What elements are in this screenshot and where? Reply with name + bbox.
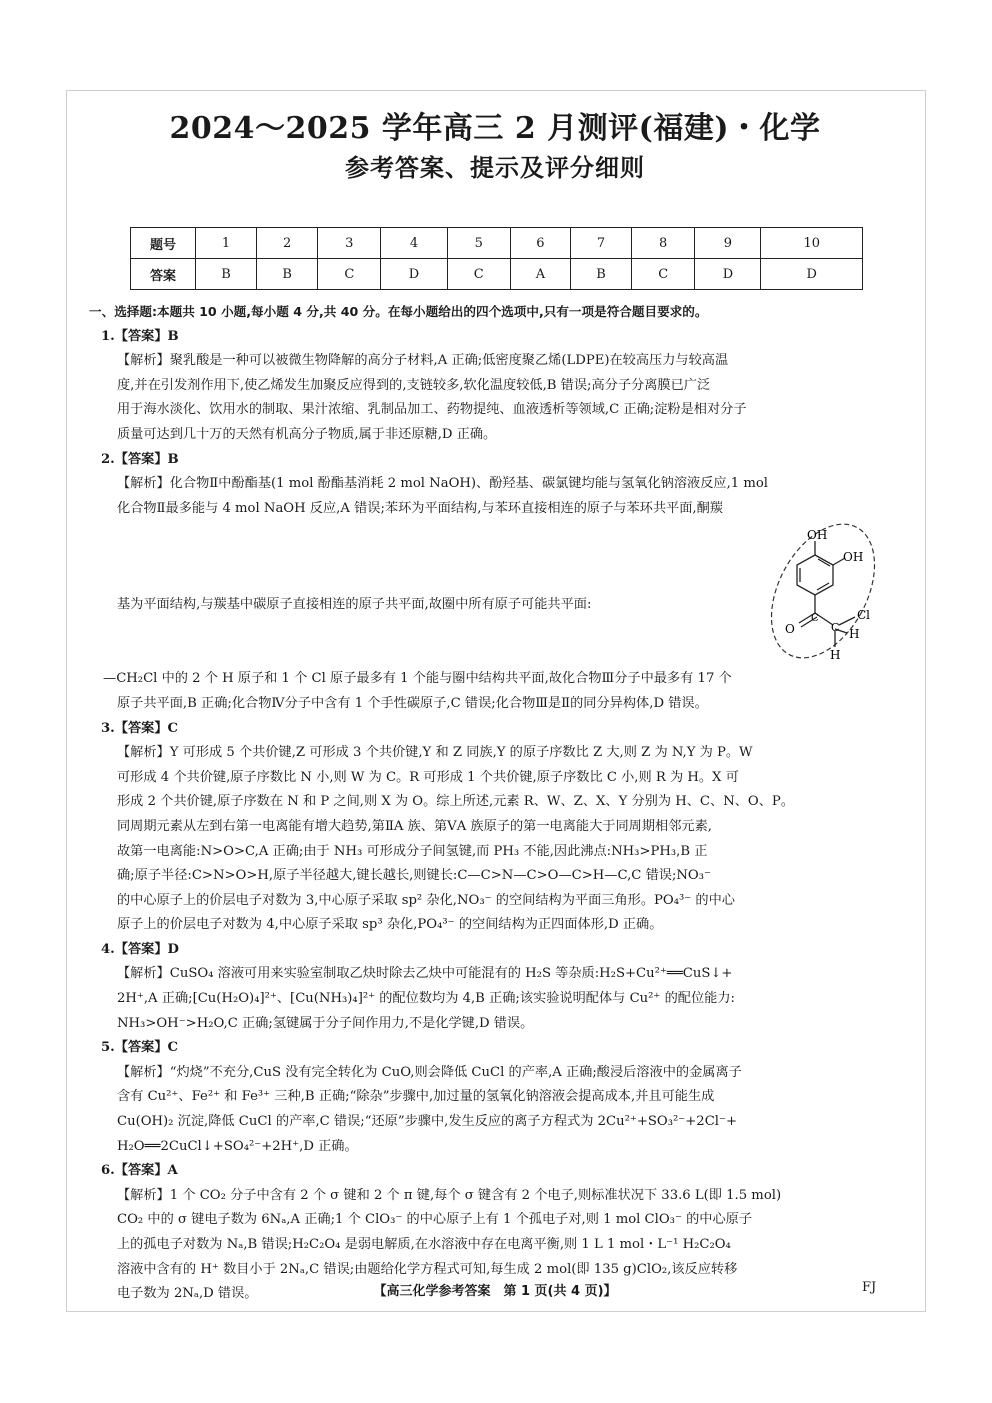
page-subtitle: 参考答案、提示及评分细则 <box>345 153 645 182</box>
q2-answer: 2.【答案】B <box>101 451 179 467</box>
q2-line: 化合物Ⅱ最多能与 4 mol NaOH 反应,A 错误;苯环为平面结构,与苯环直接相连的原子与苯环共平面,酮羰 <box>117 500 723 516</box>
q6-line: 溶液中含有的 H⁺ 数目小于 2Nₐ,C 错误;由题给化学方程式可知,每生成 2 mol(即 135 g)ClO₂,该反应转移 <box>117 1261 738 1277</box>
page-title: 2024～2025 学年高三 2 月测评(福建)・化学 <box>169 111 821 146</box>
q2-structure-row <box>103 521 893 667</box>
oh-label-top: OH <box>807 528 828 543</box>
answer-table-number-row <box>131 228 863 259</box>
footer-code: FJ <box>862 1280 877 1295</box>
q6-line: 【解析】1 个 CO₂ 分子中含有 2 个 σ 键和 2 个 π 键,每个 σ 键含有 2 个电子,则标准状况下 33.6 L(即 1.5 mol) <box>117 1187 782 1203</box>
answer-cell: C <box>318 259 381 290</box>
q6-answer: 6.【答案】A <box>101 1163 178 1179</box>
question-number: 1 <box>196 228 257 259</box>
q3-line: 的中心原子上的价层电子对数为 3,中心原子采取 sp² 杂化,NO₃⁻ 的空间结构为平面三角形。PO₄³⁻ 的中心 <box>117 892 735 908</box>
q2-line: 原子共平面,B 正确;化合物Ⅳ分子中含有 1 个手性碳原子,C 错误;化合物Ⅲ是Ⅱ的同分异构体,D 错误。 <box>117 695 708 711</box>
carbonyl-oxygen-label: O <box>785 622 795 637</box>
question-number: 7 <box>570 228 631 259</box>
q5-answer: 5.【答案】C <box>101 1040 179 1056</box>
q2-structure-line: 基为平面结构,与羰基中碳原子直接相连的原子共平面,故圈中所有原子可能共平面: <box>117 597 592 613</box>
q5-line: 含有 Cu²⁺、Fe²⁺ 和 Fe³⁺ 三种,B 正确;“除杂”步骤中,加过量的氢氧化钠溶液会提高成本,并且可能生成 <box>117 1089 715 1105</box>
q4-line: 【解析】CuSO₄ 溶液可用来实验室制取乙炔时除去乙炔中可能混有的 H₂S 等杂质:H₂S+Cu²⁺══CuS↓+ <box>117 966 733 982</box>
answer-cell: C <box>632 259 695 290</box>
question-number: 3 <box>318 228 381 259</box>
answer-cell: A <box>510 259 570 290</box>
carbonyl-carbon-label: C <box>811 613 819 625</box>
q4-answer: 4.【答案】D <box>101 941 179 957</box>
answer-cell: B <box>570 259 631 290</box>
answer-cell: B <box>257 259 318 290</box>
answer-table <box>130 227 863 290</box>
q1-answer: 1.【答案】B <box>101 328 179 344</box>
q1-line: 【解析】聚乳酸是一种可以被微生物降解的高分子材料,A 正确;低密度聚乙烯(LDPE)在较高压力与较高温 <box>117 353 729 369</box>
chlorine-label: Cl <box>857 608 871 623</box>
answer-table-answer-row <box>131 259 863 290</box>
answer-explanations <box>89 300 893 1307</box>
q4-line: 2H⁺,A 正确;[Cu(H₂O)₄]²⁺、[Cu(NH₃)₄]²⁺ 的配位数均为 4,B 正确;该实验说明配体与 Cu²⁺ 的配位能力: <box>117 991 735 1007</box>
question-number: 2 <box>257 228 318 259</box>
q3-line: 形成 2 个共价键,原子序数在 N 和 P 之间,则 X 为 O。综上所述,元素 R、W、Z、X、Y 分别为 H、C、N、O、P。 <box>117 794 794 810</box>
q3-answer: 3.【答案】C <box>101 720 179 736</box>
q6-line: 电子数为 2Nₐ,D 错误。 <box>117 1286 258 1302</box>
q6-line: CO₂ 中的 σ 键电子数为 6Nₐ,A 正确;1 个 ClO₃⁻ 的中心原子上有 1 个孤电子对,则 1 mol ClO₃⁻ 的中心原子 <box>117 1212 753 1228</box>
q3-line: 故第一电离能:N>O>C,A 正确;由于 NH₃ 可形成分子间氢键,而 PH₃ 不能,因此沸点:NH₃>PH₃,B 正 <box>117 843 708 859</box>
hydrogen-label-right: H <box>849 627 860 642</box>
q3-line: 原子上的价层电子对数为 4,中心原子采取 sp³ 杂化,PO₄³⁻ 的空间结构为正四面体形,D 正确。 <box>117 917 663 933</box>
answer-header: 答案 <box>131 259 196 290</box>
page-footer: 【高三化学参考答案 第 1 页(共 4 页)】 <box>373 1284 617 1299</box>
q3-line: 可形成 4 个共价键,原子序数比 N 小,则 W 为 C。R 可形成 1 个共价键,原子序数比 C 小,则 R 为 H。X 可 <box>117 769 739 785</box>
q5-line: H₂O══2CuCl↓+SO₄²⁻+2H⁺,D 正确。 <box>117 1138 358 1154</box>
q3-line: 确;原子半径:C>N>O>H,原子半径越大,键长越长,则键长:C—C>N—C>O—C>H—C,C 错误;NO₃⁻ <box>117 868 711 884</box>
answer-cell: D <box>761 259 863 290</box>
chemical-structure-diagram <box>763 521 893 667</box>
question-number: 4 <box>381 228 447 259</box>
q2-line: 【解析】化合物Ⅱ中酚酯基(1 mol 酚酯基消耗 2 mol NaOH)、酚羟基、碳氯键均能与氢氧化钠溶液反应,1 mol <box>117 476 769 492</box>
q2-line: —CH₂Cl 中的 2 个 H 原子和 1 个 Cl 原子最多有 1 个能与圈中结构共平面,故化合物Ⅲ分子中最多有 17 个 <box>103 671 732 687</box>
question-number: 8 <box>632 228 695 259</box>
q4-line: NH₃>OH⁻>H₂O,C 正确;氢键属于分子间作用力,不是化学键,D 错误。 <box>117 1015 534 1031</box>
q3-line: 【解析】Y 可形成 5 个共价键,Z 可形成 3 个共价键,Y 和 Z 同族,Y 的原子序数比 Z 大,则 Z 为 N,Y 为 P。W <box>117 745 753 761</box>
section-heading: 一、选择题:本题共 10 小题,每小题 4 分,共 40 分。在每小题给出的四个选项中,只有一项是符合题目要求的。 <box>89 304 708 319</box>
q1-line: 度,并在引发剂作用下,使乙烯发生加聚反应得到的,支链较多,软化温度较低,B 错误;高分子分离膜已广泛 <box>117 377 711 393</box>
question-number: 10 <box>761 228 863 259</box>
q1-line: 用于海水淡化、饮用水的制取、果汁浓缩、乳制品加工、药物提纯、血液透析等领域,C 正确;淀粉是相对分子 <box>117 402 747 418</box>
answer-cell: D <box>381 259 447 290</box>
q3-line: 同周期元素从左到右第一电离能有增大趋势,第ⅡA 族、第ⅤA 族原子的第一电离能大于同周期相邻元素, <box>117 818 712 834</box>
question-number: 9 <box>695 228 761 259</box>
ch2-carbon-label: C <box>831 621 840 635</box>
answer-cell: D <box>695 259 761 290</box>
oh-label-right: OH <box>843 550 864 565</box>
question-number: 5 <box>447 228 510 259</box>
dashed-circle <box>763 521 893 667</box>
q5-line: 【解析】“灼烧”不充分,CuS 没有完全转化为 CuO,则会降低 CuCl 的产率,A 正确;酸浸后溶液中的金属离子 <box>117 1064 742 1080</box>
answer-cell: C <box>447 259 510 290</box>
answer-cell: B <box>196 259 257 290</box>
number-header: 题号 <box>131 228 196 259</box>
q5-line: Cu(OH)₂ 沉淀,降低 CuCl 的产率,C 错误;“还原”步骤中,发生反应的离子方程式为 2Cu²⁺+SO₃²⁻+2Cl⁻+ <box>117 1114 738 1130</box>
question-number: 6 <box>510 228 570 259</box>
q6-line: 上的孤电子对数为 Nₐ,B 错误;H₂C₂O₄ 是弱电解质,在水溶液中存在电离平衡,则 1 L 1 mol・L⁻¹ H₂C₂O₄ <box>117 1237 731 1252</box>
q1-line: 质量可达到几十万的天然有机高分子物质,属于非还原糖,D 正确。 <box>117 426 497 442</box>
hydrogen-label-bottom: H <box>830 648 841 663</box>
